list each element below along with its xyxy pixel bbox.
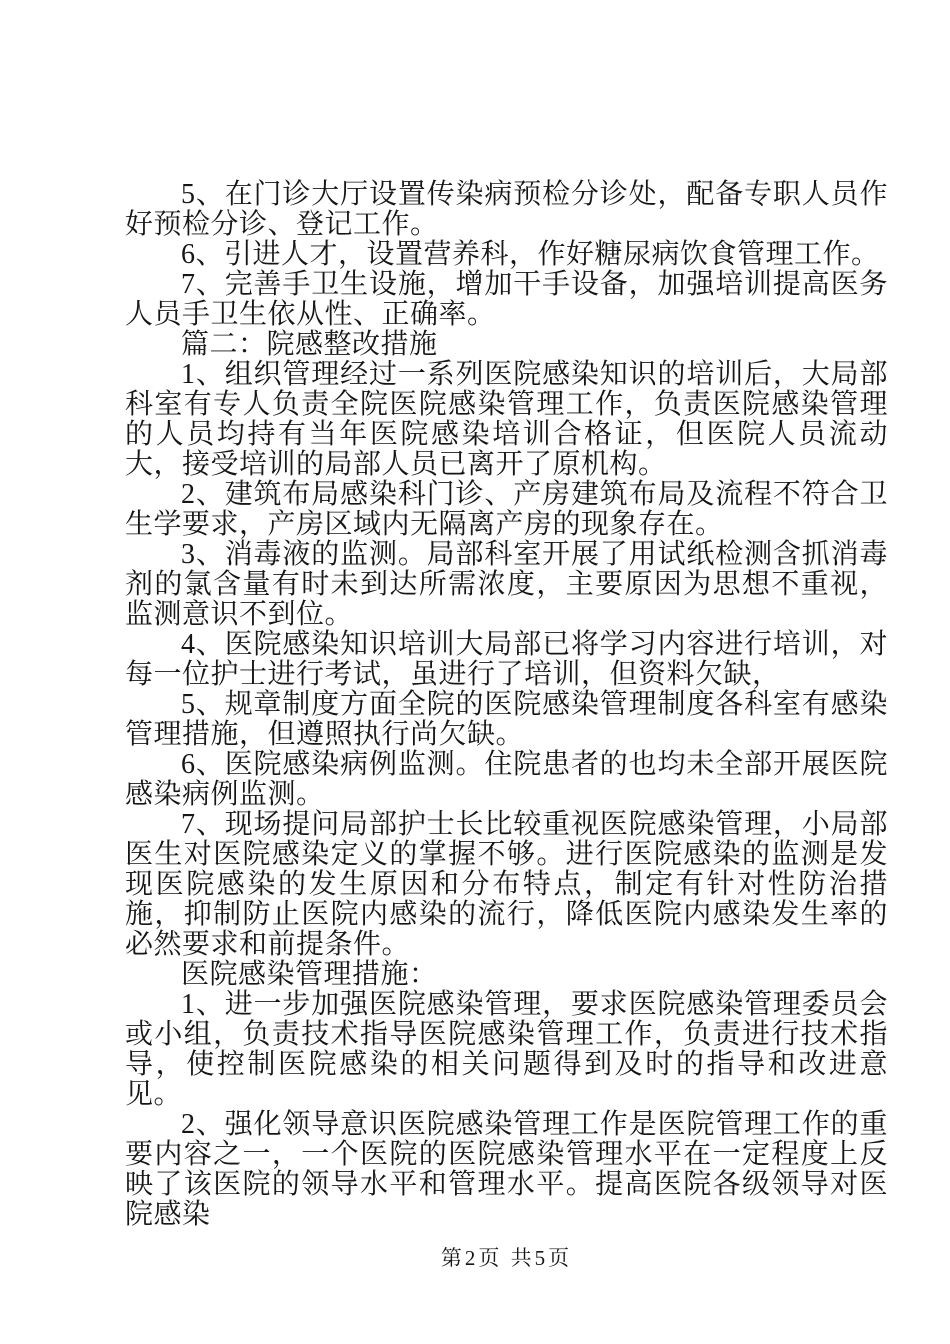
section-heading: 篇二：院感整改措施 (181, 329, 438, 360)
subsection-heading: 医院感染管理措施： (181, 959, 438, 990)
paragraph: 5、规章制度方面全院的医院感染管理制度各科室有感染管理措施，但遵照执行尚欠缺。 (125, 689, 888, 750)
paragraph: 4、医院感染知识培训大局部已将学习内容进行培训，对每一位护士进行考试，虽进行了培训，但资料欠缺， (125, 629, 888, 690)
paragraph: 5、在门诊大厅设置传染病预检分诊处，配备专职人员作好预检分诊、登记工作。 (125, 179, 888, 240)
paragraph: 7、完善手卫生设施，增加干手设备，加强培训提高医务人员手卫生依从性、正确率。 (125, 269, 888, 330)
paragraph: 2、强化领导意识医院感染管理工作是医院管理工作的重要内容之一，一个医院的医院感染管理水平在一定程度上反映了该医院的领导水平和管理水平。提高医院各级领导对医院感染 (125, 1109, 888, 1230)
paragraph: 6、医院感染病例监测。住院患者的也均未全部开展医院感染病例监测。 (125, 749, 888, 810)
page-footer: 第2页 共5页 (440, 1246, 573, 1270)
document-body (125, 180, 888, 1230)
paragraph: 6、引进人才，设置营养科，作好糖尿病饮食管理工作。 (181, 239, 880, 270)
paragraph: 1、进一步加强医院感染管理，要求医院感染管理委员会或小组，负责技术指导医院感染管理工作，负责进行技术指导，使控制医院感染的相关问题得到及时的指导和改进意见。 (125, 989, 888, 1110)
paragraph: 2、建筑布局感染科门诊、产房建筑布局及流程不符合卫生学要求，产房区域内无隔离产房的现象存在。 (125, 479, 888, 540)
paragraph: 7、现场提问局部护士长比较重视医院感染管理，小局部医生对医院感染定义的掌握不够。进行医院感染的监测是发现医院感染的发生原因和分布特点，制定有针对性防治措施，抑制防止医院内感染的流行，降低医院内感染发生率的必然要求和前提条件。 (125, 809, 888, 960)
paragraph: 1、组织管理经过一系列医院感染知识的培训后，大局部科室有专人负责全院医院感染管理工作，负责医院感染管理的人员均持有当年医院感染培训合格证，但医院人员流动大，接受培训的局部人员已离开了原机构。 (125, 359, 888, 480)
paragraph: 3、消毒液的监测。局部科室开展了用试纸检测含抓消毒剂的氯含量有时未到达所需浓度，主要原因为思想不重视，监测意识不到位。 (125, 539, 888, 630)
